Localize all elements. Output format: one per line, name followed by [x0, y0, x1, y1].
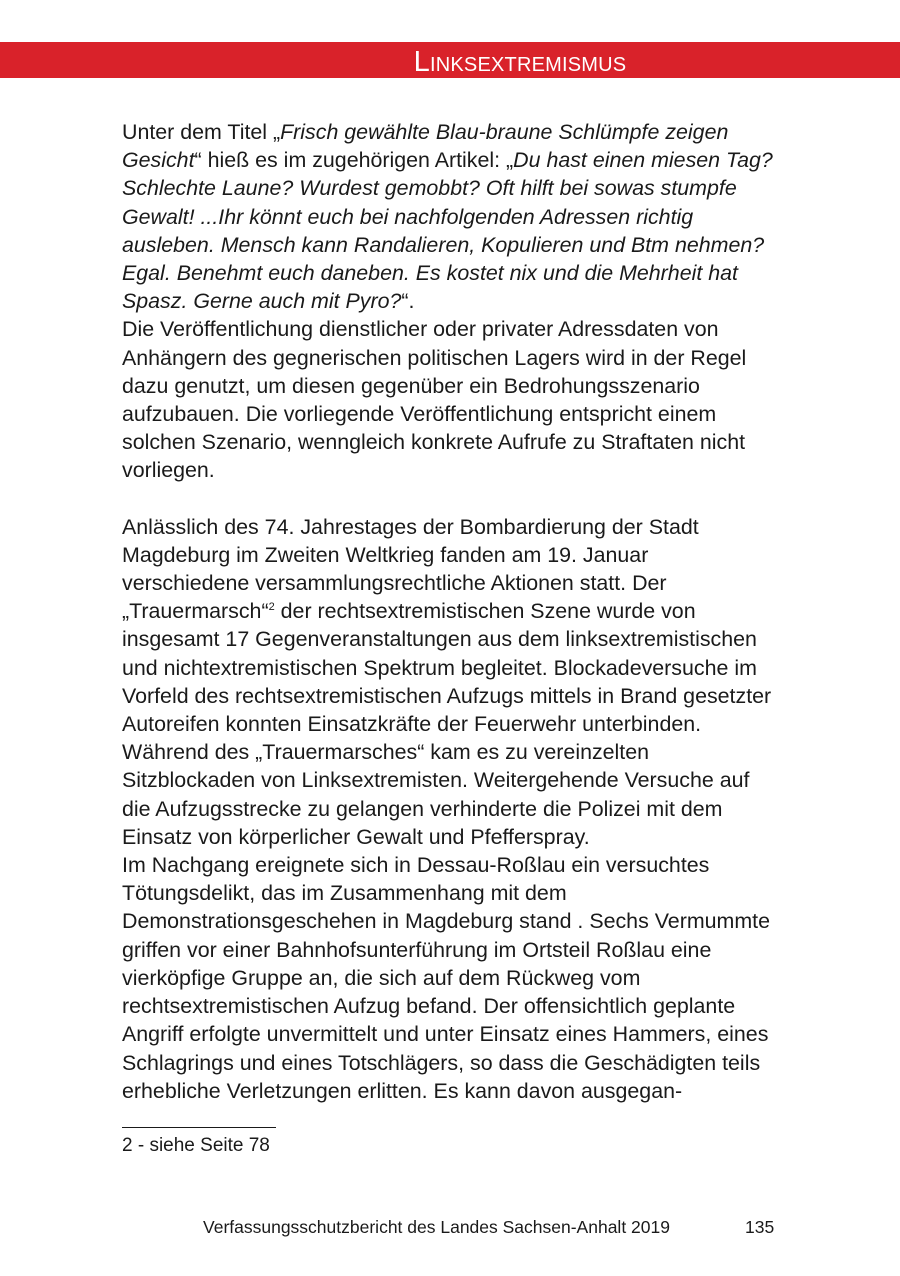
footer-publication: Verfassungsschutzbericht des Landes Sachsen-Anhalt 2019: [203, 1217, 670, 1237]
footnote-divider: [122, 1127, 276, 1128]
footnote: 2 - siehe Seite 78: [122, 1135, 270, 1156]
footnote-ref[interactable]: 2: [268, 601, 275, 614]
page-number: 135: [745, 1217, 775, 1237]
paragraph-dessau: Im Nachgang ereignete sich in Dessau-Roßlau ein versuchtes Tötungsdelikt, das im Zusammenhang mit dem Demonstrationsgeschehen in Magdeburg stand . Sechs Vermummte griffen vor einer Bahnhofsunterführung im Ortsteil Roßlau eine vierköpfige Gruppe an, die sich auf dem Rückweg vom rechtsextremistischen Aufzug befand. Der offensichtlich geplante Angriff erfolgte unvermittelt und unter Einsatz eines Hammers, eines Schlagrings und eines Totschlägers, so dass die Geschädigten teils erhebliche Verletzungen erlitten. Es kann davon ausgegan-: [122, 853, 771, 1103]
paragraph-quote: Unter dem Titel „Frisch gewählte Blau-braune Schlümpfe zeigen Gesicht“ hieß es im zugehörigen Artikel: „Du hast einen miesen Tag? Schlechte Laune? Wurdest gemobbt? Oft hilft bei sowas stumpfe Gewalt! ...Ihr könnt euch bei nachfolgenden Adressen richtig ausleben. Mensch kann Randalieren, Kopulieren und Btm nehmen? Egal. Benehmt euch daneben. Es kostet nix und die Mehrheit hat Spasz. Gerne auch mit Pyro?“.: [122, 120, 773, 314]
section-title: Linksextremismus: [413, 46, 627, 78]
body-text: [122, 118, 778, 1105]
paragraph-address-data: Die Veröffentlichung dienstlicher oder privater Adressdaten von Anhängern des gegnerischen politischen Lagers wird in der Regel dazu genutzt, um diesen gegenüber ein Bedrohungsszenario aufzubauen. Die vorliegende Veröffentlichung entspricht einem solchen Szenario, wenngleich konkrete Aufrufe zu Straftaten nicht vorliegen.: [122, 317, 747, 483]
paragraph-magdeburg: Anlässlich des 74. Jahrestages der Bombardierung der Stadt Magdeburg im Zweiten Weltkrieg fanden am 19. Januar verschiedene versammlungsrechtliche Aktionen statt. Der „Trauermarsch“$^2$ der rechtsextremistischen Szene wurde von insgesamt 17 Gegenveranstaltungen aus dem linksextremistischen und nichtextremistischen Spektrum begleitet. Blockadeversuche im Vorfeld des rechtsextremistischen Aufzugs mittels in Brand gesetzter Autoreifen konnten Einsatzkräfte der Feuerwehr unterbinden. Während des „Trauermarsches“ kam es zu vereinzelten Sitzblockaden von Linksextremisten. Weitergehende Versuche auf die Aufzugsstrecke zu gelangen verhinderte die Polizei mit dem Einsatz von körperlicher Gewalt und Pfefferspray.: [122, 514, 772, 849]
